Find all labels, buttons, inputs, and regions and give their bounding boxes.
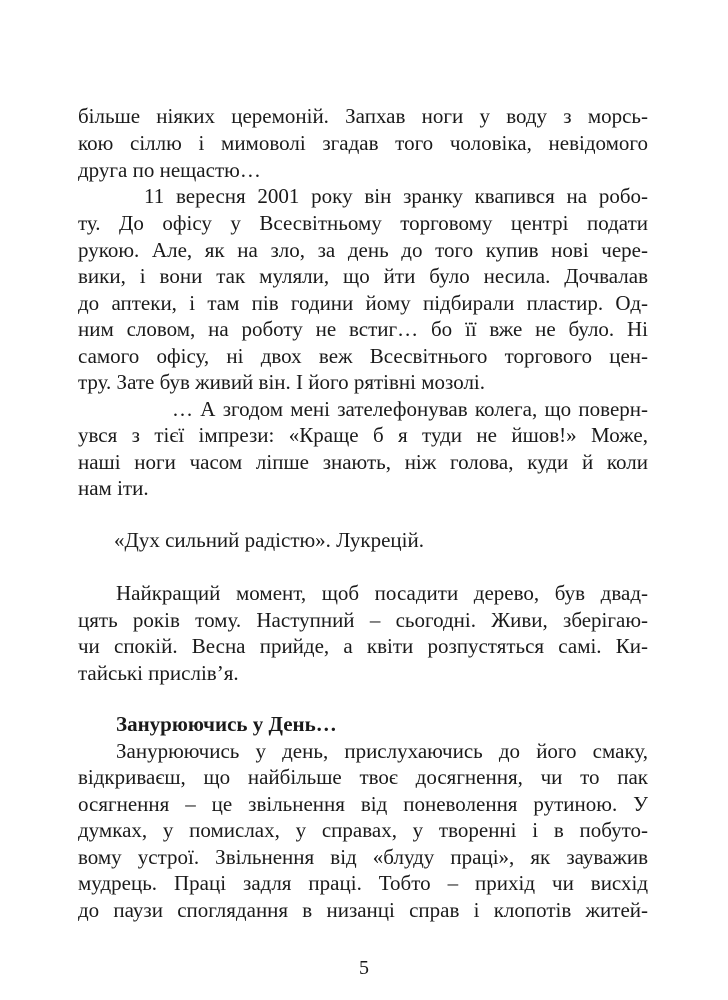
paragraph-start-line: 11 вересня 2001 року він зранку квапився на робо- bbox=[144, 184, 648, 208]
text-line: самого офісу, ні двох веж Всесвітнього торгового цен- bbox=[78, 344, 648, 368]
text-line: думках, у помислах, у справах, у творенні і в побуто- bbox=[78, 818, 648, 842]
text-line: рукою. Але, як на зло, за день до того купив нові чере- bbox=[78, 238, 648, 262]
text-line: чи спокій. Весна прийде, а квіти розпустяться самі. Ки- bbox=[78, 634, 648, 658]
text-line: друга по нещастю… bbox=[78, 158, 261, 182]
text-line: тайські прислів’я. bbox=[78, 661, 239, 685]
text-line: до паузи споглядання в низанці справ і клопотів житей- bbox=[78, 898, 648, 922]
text-line: осягнення – це звільнення від поневолення рутиною. У bbox=[78, 792, 648, 816]
text-line: тру. Зате був живий він. І його рятівні мозолі. bbox=[78, 370, 486, 394]
text-line: вому устрої. Звільнення від «блуду праці», як зауважив bbox=[78, 845, 648, 869]
paragraph-start-line: … А згодом мені зателефонував колега, що поверн- bbox=[172, 397, 648, 421]
text-line: вики, і вони так муляли, що йти було несила. Дочвалав bbox=[78, 264, 648, 288]
text-line: наші ноги часом ліпше знають, ніж голова, куди й коли bbox=[78, 450, 648, 474]
text-line: ту. До офісу у Всесвітньому торговому центрі подати bbox=[78, 211, 648, 235]
text-line: мудрець. Праці задля праці. Тобто – прихід чи висхід bbox=[78, 871, 648, 895]
quote-line: «Дух сильний радістю». Лукрецій. bbox=[114, 528, 424, 552]
text-line: до аптеки, і там пів години йому підбирали пластир. Од- bbox=[78, 291, 648, 315]
paragraph-start-line: Найкращий момент, щоб посадити дерево, був двад- bbox=[116, 581, 648, 605]
text-line: відкриваєш, що найбільше твоє досягнення, чи то пак bbox=[78, 765, 648, 789]
paragraph-start-line: Занурюючись у день, прислухаючись до його смаку, bbox=[116, 739, 648, 763]
text-line: увся з тієї імпрези: «Краще б я туди не йшов!» Може, bbox=[78, 423, 648, 447]
page-number: 5 bbox=[359, 957, 369, 979]
text-line: нам іти. bbox=[78, 476, 149, 500]
section-heading: Занурюючись у День… bbox=[116, 712, 337, 736]
text-line: кою сіллю і мимоволі згадав того чоловіка, невідомого bbox=[78, 131, 648, 155]
text-line: ним словом, на роботу не встиг… бо її вже не було. Ні bbox=[78, 317, 648, 341]
text-line: більше ніяких церемоній. Запхав ноги у воду з морсь- bbox=[78, 104, 648, 128]
text-line: цять років тому. Наступний – сьогодні. Живи, зберігаю- bbox=[78, 608, 648, 632]
